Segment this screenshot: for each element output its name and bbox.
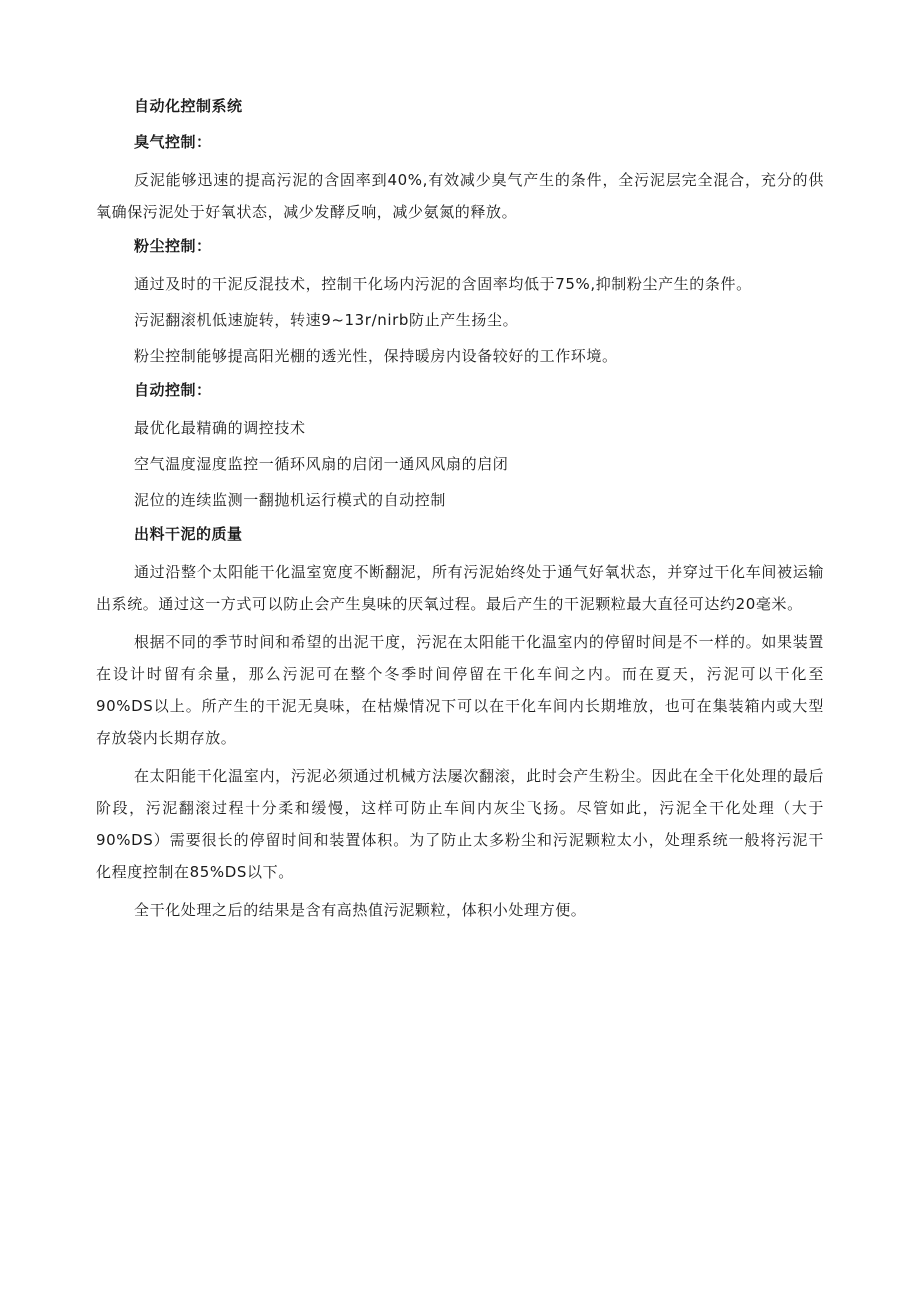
heading-auto-control: 自动控制： <box>134 381 212 399</box>
heading-auto-control-system: 自动化控制系统 <box>134 97 243 115</box>
line-dust-3: 粉尘控制能够提高阳光棚的透光性，保持暖房内设备较好的工作环境。 <box>134 347 618 365</box>
paragraph-quality-4: 全干化处理之后的结果是含有高热值污泥颗粒，体积小处理方便。 <box>134 901 587 919</box>
paragraph-odor-control: 反泥能够迅速的提高污泥的含固率到40%,有效减少臭气产生的条件，全污泥层完全混合，充分的供氧确保污泥处于好氧状态，减少发酵反响，减少氨氮的释放。 <box>96 171 824 221</box>
heading-odor-control: 臭气控制： <box>134 133 212 151</box>
line-auto-1: 最优化最精确的调控技术 <box>134 419 306 437</box>
document-body <box>96 92 824 930</box>
line-dust-1: 通过及时的干泥反混技术，控制干化场内污泥的含固率均低于75%,抑制粉尘产生的条件。 <box>134 275 752 293</box>
line-dust-2: 污泥翻滚机低速旋转，转速9~13r∕nirb防止产生扬尘。 <box>134 311 519 329</box>
heading-dust-control: 粉尘控制： <box>134 237 212 255</box>
paragraph-quality-3: 在太阳能干化温室内，污泥必须通过机械方法屡次翻滚，此时会产生粉尘。因此在全干化处理的最后阶段，污泥翻滚过程十分柔和缓慢，这样可防止车间内灰尘飞扬。尽管如此，污泥全干化处理（大于90%DS）需要很长的停留时间和装置体积。为了防止太多粉尘和污泥颗粒太小，处理系统一般将污泥干化程度控制在85%DS以下。 <box>96 767 824 881</box>
paragraph-quality-2: 根据不同的季节时间和希望的出泥干度，污泥在太阳能干化温室内的停留时间是不一样的。如果装置在设计时留有余量，那么污泥可在整个冬季时间停留在干化车间之内。而在夏天，污泥可以干化至90%DS以上。所产生的干泥无臭味，在枯燥情况下可以在干化车间内长期堆放，也可在集装箱内或大型存放袋内长期存放。 <box>96 633 824 747</box>
paragraph-quality-1: 通过沿整个太阳能干化温室宽度不断翻泥，所有污泥始终处于通气好氧状态，并穿过干化车间被运输出系统。通过这一方式可以防止会产生臭味的厌氧过程。最后产生的干泥颗粒最大直径可达约20毫米。 <box>96 563 824 613</box>
line-auto-2: 空气温度湿度监控一循环风扇的启闭一通风风扇的启闭 <box>134 455 509 473</box>
line-auto-3: 泥位的连续监测一翻抛机运行模式的自动控制 <box>134 491 447 509</box>
heading-output-quality: 出料干泥的质量 <box>134 525 243 543</box>
